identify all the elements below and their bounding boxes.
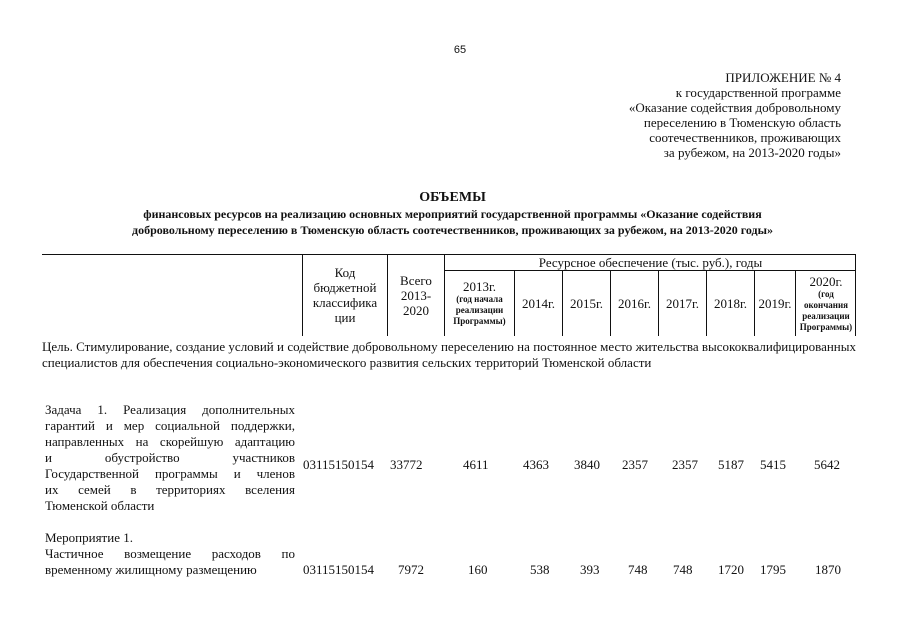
column-divider <box>387 254 388 336</box>
document-subtitle <box>40 206 865 238</box>
task-label-line: Задача 1. Реализация дополнительных <box>45 402 295 417</box>
task-2015: 3840 <box>574 457 600 472</box>
page-number: 65 <box>453 44 467 56</box>
measure-label-line: Частичное возмещение расходов по <box>45 546 295 561</box>
header-year-2018: 2018г. <box>713 295 748 311</box>
task-label-line: гарантий и мер социальной поддержки, <box>45 418 295 433</box>
task-2017: 2357 <box>672 457 698 472</box>
header-year-2020 <box>796 270 856 336</box>
appendix-line: соотечественников, проживающих <box>649 130 841 145</box>
document-title: ОБЪЕМЫ <box>419 190 486 205</box>
appendix-line: «Оказание содействия добровольному <box>628 100 841 115</box>
task-label-line: их семей в территориях вселения <box>45 482 295 497</box>
table-header <box>42 254 856 336</box>
task-2013: 4611 <box>463 457 489 472</box>
header-resources: Ресурсное обеспечение (тыс. руб.), годы <box>538 254 763 270</box>
subtitle-line: финансовых ресурсов на реализацию основных мероприятий государственной программы «Оказание содействия <box>143 207 762 221</box>
measure-2019: 1795 <box>760 562 786 577</box>
year-label: 2020г. <box>809 273 843 289</box>
measure-2015: 393 <box>580 562 600 577</box>
year-note: (год окончания реализации Программы) <box>799 288 853 332</box>
subtitle-line: добровольному переселению в Тюменскую область соотечественников, проживающих за рубежом, на 2013-2020 годы» <box>132 223 773 237</box>
measure-2014: 538 <box>530 562 550 577</box>
header-year-2014: 2014г. <box>521 295 556 311</box>
appendix-header <box>521 70 841 160</box>
task-2019: 5415 <box>760 457 786 472</box>
appendix-line: переселению в Тюменскую область <box>643 115 841 130</box>
header-year-2019: 2019г. <box>758 295 792 311</box>
header-year-2015: 2015г. <box>569 295 604 311</box>
measure-2020: 1870 <box>815 562 841 577</box>
header-year-2017: 2017г. <box>665 295 700 311</box>
task-label-line: и обустройство участников <box>45 450 295 465</box>
measure-2016: 748 <box>628 562 648 577</box>
appendix-line: к государственной программе <box>675 85 841 100</box>
header-total: Всего 2013-2020 <box>400 272 432 318</box>
measure-total: 7972 <box>398 562 424 577</box>
year-note: (год начала реализации Программы) <box>453 294 506 326</box>
header-year-2013 <box>446 270 513 336</box>
task-2020: 5642 <box>814 457 840 472</box>
measure-2013: 160 <box>468 562 488 577</box>
appendix-line: за рубежом, на 2013-2020 годы» <box>663 145 841 160</box>
goal-text: Цель. Стимулирование, создание условий и содействие добровольному переселению на постоянное место жительства высококвалифицированных специалистов для обеспечения социально-экономического развития сельских территорий Тюменской области <box>42 339 856 370</box>
measure-2018: 1720 <box>718 562 744 577</box>
task-2014: 4363 <box>523 457 549 472</box>
appendix-line: ПРИЛОЖЕНИЕ № 4 <box>725 70 841 85</box>
column-divider <box>444 254 445 336</box>
measure-label-line: временному жилищному размещению <box>45 562 257 577</box>
task-total: 33772 <box>390 457 423 472</box>
column-divider <box>302 254 303 336</box>
header-year-2016: 2016г. <box>617 295 652 311</box>
task-label-line: Тюменской области <box>45 498 155 513</box>
measure-label-line: Мероприятие 1. <box>45 530 133 545</box>
task-2018: 5187 <box>718 457 744 472</box>
task-label-line: направленных на скорейшую адаптацию <box>45 434 295 449</box>
task-kbk: 03115150154 <box>303 457 375 472</box>
measure-kbk: 03115150154 <box>303 562 375 577</box>
header-kbk: Код бюджетной классифика ции <box>312 265 378 325</box>
year-label: 2013г. <box>462 279 497 294</box>
measure-row-label <box>45 530 295 578</box>
task-row-label <box>45 402 295 514</box>
task-label-line: Государственной программы и членов <box>45 466 295 481</box>
measure-2017: 748 <box>673 562 693 577</box>
task-2016: 2357 <box>622 457 648 472</box>
